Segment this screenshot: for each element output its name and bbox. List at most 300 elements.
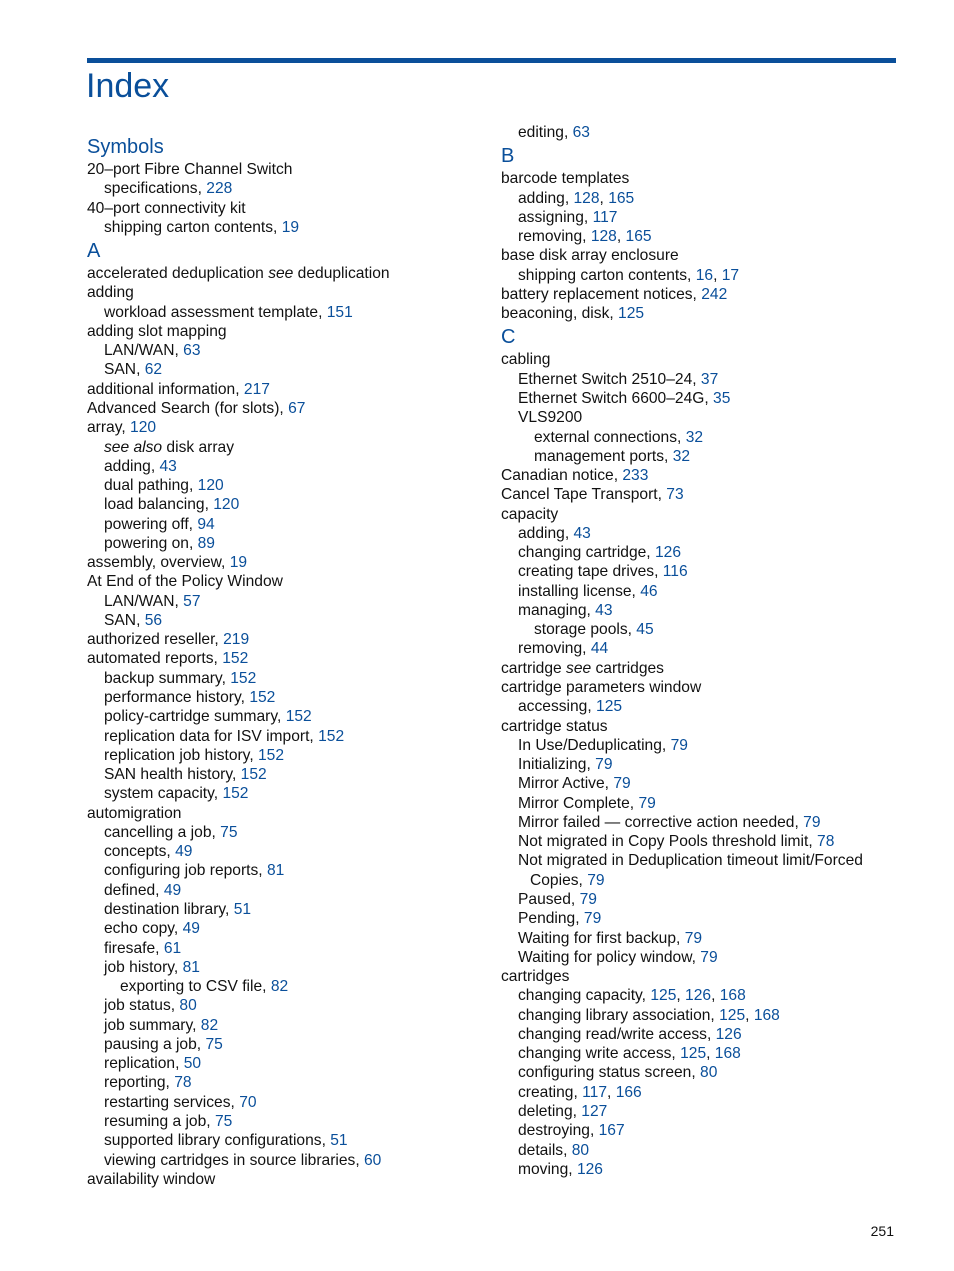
page-link[interactable]: 49 [182,920,200,938]
index-letter-heading: Symbols [87,136,164,158]
entry-text: At End of the Policy Window [87,573,283,591]
entry-text: availability window [87,1170,216,1188]
entry-text: Ethernet Switch 2510–24, [518,370,701,388]
entry-text: In Use/Deduplicating, [518,736,671,754]
page-link[interactable]: 16 [695,266,714,284]
entry-text: changing library association, [518,1006,720,1024]
page-link[interactable]: 62 [144,361,163,379]
entry-text: policy-cartridge summary, [104,708,286,726]
entry-text: job history, [104,958,183,976]
entry-text: destroying, [518,1122,599,1140]
entry-text: authorized reseller, [87,631,224,649]
index-subentry [518,832,834,851]
index-subentry [518,948,718,967]
page-link[interactable]: 152 [258,746,285,764]
index-subentry [104,1016,218,1035]
page-link[interactable]: 152 [230,669,257,687]
index-entry [501,246,679,265]
index-subentry: shipping carton contents, 16, 17 [518,266,740,284]
entry-text: reporting, [104,1074,175,1092]
index-letter-heading: A [87,240,101,263]
index-subentry [104,611,162,630]
entry-text: Mirror Active, [518,775,614,793]
page-link[interactable]: 79 [638,794,656,812]
page-link[interactable]: 217 [243,380,270,398]
index-subentry [104,881,181,900]
page-link[interactable]: 37 [700,370,719,388]
page-link[interactable]: 75 [214,1112,233,1130]
page-link[interactable]: 152 [222,650,249,668]
entry-text: creating tape drives, [518,563,663,581]
entry-text: cabling [501,351,551,369]
entry-text: assembly, overview, [87,554,230,572]
page-link[interactable]: 44 [590,640,609,658]
index-subentry [104,534,215,553]
entry-text: LAN/WAN, [104,592,184,610]
page-link[interactable]: 152 [240,766,267,784]
index-entry [87,418,156,437]
index-subentry: adding, 128, 165 [518,189,635,207]
page-link[interactable]: 228 [206,180,233,198]
entry-text: cartridge [501,659,567,677]
index-subentry [518,813,821,832]
page-link[interactable]: 51 [233,900,252,918]
index-subentry [518,1121,625,1140]
page-link[interactable]: 79 [595,756,613,774]
entry-text: additional information, [87,380,244,398]
index-subentry [104,1073,192,1092]
page-link[interactable]: 17 [721,266,740,284]
page-title: Index [86,67,170,105]
entry-text: Paused, [518,890,580,908]
entry-text: configuring status screen, [518,1064,701,1082]
page-link[interactable]: 80 [179,997,197,1015]
page-link[interactable]: 45 [636,621,654,639]
page-link[interactable]: 126 [685,987,712,1005]
index-subentry [518,543,681,562]
index-subentry [518,562,688,581]
page-link[interactable]: 125 [618,305,645,323]
index-subentry [104,861,284,880]
entry-text: adding slot mapping [87,322,227,340]
page-link[interactable]: 60 [364,1151,382,1169]
index-subentry [518,1160,603,1179]
index-subentry [518,639,608,658]
entry-text: Pending, [518,910,584,928]
index-subentry [104,1112,232,1131]
index-entry [87,572,283,591]
index-subentry [534,428,703,447]
index-subentry [518,524,591,543]
entry-text: Waiting for first backup, [518,929,685,947]
page-link[interactable]: 120 [197,477,224,495]
page-link[interactable]: 32 [672,447,691,465]
index-subentry: changing write access, 125, 168 [518,1045,741,1063]
page-link[interactable]: 56 [144,611,163,629]
index-subentry [104,179,232,198]
entry-text: configuring job reports, [104,862,267,880]
page-link[interactable]: 75 [205,1035,223,1053]
index-entry [87,1170,215,1189]
page-link[interactable]: 19 [281,218,300,236]
index-entry [501,678,701,697]
entry-text: shipping carton contents, [104,218,282,236]
entry-text: deleting, [518,1102,582,1120]
page-link[interactable]: 242 [701,285,728,303]
index-entry [87,264,390,283]
page-link[interactable]: 81 [182,958,200,976]
entry-text: exporting to CSV file, [120,978,271,996]
cross-reference-keyword: see [268,265,294,283]
page-link[interactable]: 79 [579,890,597,908]
index-subentry [518,929,702,948]
entry-text: changing cartridge, [518,544,655,562]
page-link[interactable]: 79 [803,813,821,831]
entry-text: array, [87,419,131,437]
entry-text: replication, [104,1055,184,1073]
entry-text: accessing, [518,698,597,716]
index-subentry [518,794,656,813]
page-link[interactable]: 79 [613,775,631,793]
page-link[interactable]: 63 [183,342,201,360]
index-subentry [518,1102,607,1121]
cross-reference-keyword: see also [104,438,163,456]
index-subentry: changing capacity, 125, 126, 168 [518,987,746,1005]
index-subentry [518,389,730,408]
entry-text: cartridges [501,968,570,986]
index-subentry [104,341,201,360]
index-subentry [518,601,613,620]
cross-reference-target: disk array [162,438,235,456]
entry-text: SAN, [104,361,145,379]
page-link[interactable]: 75 [220,823,238,841]
entry-text: pausing a job, [104,1035,206,1053]
entry-text: Ethernet Switch 6600–24G, [518,389,714,407]
page-number: 251 [870,1223,894,1239]
index-entry [501,169,629,188]
page-link[interactable]: 126 [715,1025,742,1043]
entry-text: cartridge parameters window [501,679,702,697]
index-subentry [518,774,631,793]
index-subentry [104,996,197,1015]
entry-text: load balancing, [104,496,214,514]
entry-text: storage pools, [534,621,637,639]
page-link[interactable]: 82 [200,1016,219,1034]
index-entry [501,350,550,369]
index-entry [87,649,248,668]
page-link[interactable]: 89 [197,534,215,552]
entry-text: supported library configurations, [104,1132,331,1150]
entry-text: removing, [518,640,591,658]
index-subentry [104,495,239,514]
page-link[interactable]: 120 [130,419,157,437]
entry-text: battery replacement notices, [501,285,702,303]
cross-reference-target: deduplication [293,265,390,283]
index-entry [501,967,569,986]
index-subentry: changing library association, 125, 168 [518,1006,780,1024]
page-link[interactable]: 78 [174,1074,192,1092]
top-rule [87,58,896,63]
entry-text: changing read/write access, [518,1025,716,1043]
page-link[interactable]: 152 [222,785,249,803]
entry-text: Copies, [530,871,588,889]
page-link[interactable]: 81 [266,862,285,880]
index-entry [87,160,292,179]
page-link[interactable]: 125 [680,1045,707,1063]
index-entry [501,285,727,304]
entry-text: defined, [104,881,164,899]
entry-text: barcode templates [501,170,630,188]
index-subentry: removing, 128, 165 [518,228,652,246]
page-link[interactable]: 165 [625,228,652,246]
index-subentry [518,755,613,774]
entry-text: cartridge status [501,717,608,735]
index-entry [501,304,644,323]
page-link[interactable]: 165 [608,189,635,207]
index-entry [87,199,246,218]
page-link[interactable]: 49 [163,881,182,899]
index-subentry [104,438,234,457]
index-entry [87,380,270,399]
entry-text: job status, [104,997,180,1015]
page-link[interactable]: 233 [622,467,649,485]
page-link[interactable]: 125 [596,698,623,716]
page-link[interactable]: 61 [163,939,182,957]
page-link[interactable]: 79 [670,736,688,754]
page-link[interactable]: 78 [817,833,835,851]
index-subentry [104,842,192,861]
index-subentry [518,1063,717,1082]
cross-reference-keyword: see [566,659,592,677]
entry-text: adding, [518,189,574,207]
index-subentry [104,218,299,237]
page-link[interactable]: 57 [183,592,201,610]
index-subentry [104,1131,348,1150]
entry-text: Not migrated in Deduplication timeout limit/Forced [518,852,863,870]
index-subentry [518,123,590,142]
index-subentry [104,457,177,476]
entry-text: powering on, [104,534,198,552]
entry-text: Mirror failed — corrective action needed, [518,813,804,831]
index-subentry [120,977,288,996]
index-entry [87,283,134,302]
page-link[interactable]: 80 [700,1064,718,1082]
index-entry [501,466,648,485]
entry-text: capacity [501,505,559,523]
cross-reference-target: cartridges [591,659,664,677]
index-subentry [104,900,251,919]
page-link[interactable]: 152 [285,708,312,726]
entry-text: moving, [518,1160,577,1178]
entry-text: specifications, [104,180,207,198]
index-subentry [518,370,718,389]
page-link[interactable]: 128 [590,228,617,246]
index-subentry [104,515,215,534]
page-link[interactable]: 152 [249,689,276,707]
index-subentry [104,939,181,958]
entry-text: firesafe, [104,939,164,957]
index-subentry [518,890,597,909]
index-entry [87,399,305,418]
page-link[interactable]: 50 [183,1055,202,1073]
entry-text: accelerated deduplication [87,265,269,283]
entry-text: beaconing, disk, [501,305,619,323]
entry-text: replication job history, [104,746,258,764]
page-link[interactable]: 43 [573,524,591,542]
index-entry [87,804,181,823]
page-link[interactable]: 35 [713,389,731,407]
page-link[interactable]: 80 [571,1141,590,1159]
index-subentry [104,746,284,765]
page-link[interactable]: 125 [650,987,677,1005]
page-link[interactable]: 73 [666,486,684,504]
page-link[interactable]: 126 [576,1160,603,1178]
entry-text: creating, [518,1083,583,1101]
entry-text: Initializing, [518,756,596,774]
index-subentry [530,871,605,890]
page-link[interactable]: 51 [330,1132,348,1150]
page-link[interactable]: 167 [598,1122,625,1140]
entry-text: changing write access, [518,1045,681,1063]
entry-text: details, [518,1141,572,1159]
entry-text: VLS9200 [518,409,583,427]
index-entry [501,505,558,524]
page-link[interactable]: 79 [684,929,703,947]
index-subentry [104,669,256,688]
index-subentry [518,736,688,755]
index-subentry [104,823,238,842]
entry-text: adding, [518,524,574,542]
index-entry [87,630,249,649]
index-subentry [518,1025,742,1044]
index-subentry [104,1093,257,1112]
entry-text: cancelling a job, [104,823,221,841]
entry-text: changing capacity, [518,987,651,1005]
index-entry [501,717,608,736]
index-subentry [104,1151,381,1170]
index-subentry [104,958,200,977]
entry-text: shipping carton contents, [518,266,696,284]
entry-text: destination library, [104,900,234,918]
index-subentry [104,360,162,379]
entry-text: backup summary, [104,669,231,687]
page-link[interactable]: 82 [270,978,289,996]
entry-text: viewing cartridges in source libraries, [104,1151,364,1169]
page-link[interactable]: 117 [582,1083,608,1101]
entry-text: assigning, [518,208,593,226]
page-link[interactable]: 43 [595,601,613,619]
entry-text: concepts, [104,843,176,861]
page-link[interactable]: 125 [719,1006,746,1024]
index-subentry [104,919,200,938]
index-subentry [518,851,863,870]
entry-text: SAN, [104,611,145,629]
index-subentry [104,727,344,746]
page-link[interactable]: 32 [685,428,704,446]
entry-text: base disk array enclosure [501,247,679,265]
page-link[interactable]: 70 [239,1093,257,1111]
index-subentry [518,1141,589,1160]
page-link[interactable]: 67 [288,399,306,417]
page-link[interactable]: 116 [662,563,688,581]
page-link[interactable]: 117 [592,208,618,226]
entry-text: Not migrated in Copy Pools threshold limit, [518,833,818,851]
index-subentry [104,1054,201,1073]
entry-text: editing, [518,124,573,141]
entry-text: echo copy, [104,920,183,938]
page-link[interactable]: 151 [326,303,353,321]
page-link[interactable]: 19 [229,554,248,572]
index-subentry [518,697,622,716]
page-link[interactable]: 219 [223,631,250,649]
entry-text: Waiting for policy window, [518,948,701,966]
page-link[interactable]: 49 [175,843,193,861]
index-subentry [104,688,275,707]
index-subentry [518,582,658,601]
entry-text: resuming a job, [104,1112,215,1130]
index-entry [501,659,664,678]
page-link[interactable]: 128 [573,189,600,207]
entry-text: external connections, [534,428,686,446]
page-link[interactable]: 152 [318,727,345,745]
page-link[interactable]: 79 [700,948,718,966]
entry-text: SAN health history, [104,766,241,784]
entry-text: adding, [104,457,160,475]
entry-text: dual pathing, [104,477,198,495]
entry-text: automigration [87,804,182,822]
entry-text: automated reports, [87,650,223,668]
entry-text: Mirror Complete, [518,794,639,812]
index-subentry [104,1035,223,1054]
entry-text: adding [87,284,134,302]
entry-text: system capacity, [104,785,223,803]
entry-text: performance history, [104,689,250,707]
entry-text: job summary, [104,1016,201,1034]
index-subentry [518,408,582,427]
index-letter-heading: C [501,326,516,349]
page-link[interactable]: 120 [213,496,240,514]
page-link[interactable]: 94 [197,515,215,533]
page-link[interactable]: 79 [583,910,602,928]
index-subentry [104,707,312,726]
index-subentry [104,303,353,322]
page-link[interactable]: 168 [753,1006,780,1024]
entry-text: management ports, [534,447,673,465]
index-subentry [104,765,267,784]
page-link[interactable]: 168 [714,1045,741,1063]
index-subentry [518,909,601,928]
page-link[interactable]: 127 [581,1102,608,1120]
page-link[interactable]: 166 [615,1083,642,1101]
page-link[interactable]: 168 [719,987,746,1005]
index-entry [87,322,227,341]
page-link[interactable]: 79 [587,871,605,889]
entry-text: 20–port Fibre Channel Switch [87,161,293,178]
index-subentry [104,476,224,495]
page-link[interactable]: 46 [640,582,658,600]
entry-text: 40–port connectivity kit [87,199,246,217]
page-link[interactable]: 63 [572,124,590,141]
entry-text: workload assessment template, [104,303,327,321]
entry-text: Advanced Search (for slots), [87,399,289,417]
index-letter-heading: B [501,145,515,168]
entry-text: replication data for ISV import, [104,727,319,745]
page-link[interactable]: 43 [159,457,177,475]
entry-text: restarting services, [104,1093,240,1111]
index-entry [501,485,684,504]
entry-text: Canadian notice, [501,467,623,485]
page-link[interactable]: 126 [654,544,681,562]
